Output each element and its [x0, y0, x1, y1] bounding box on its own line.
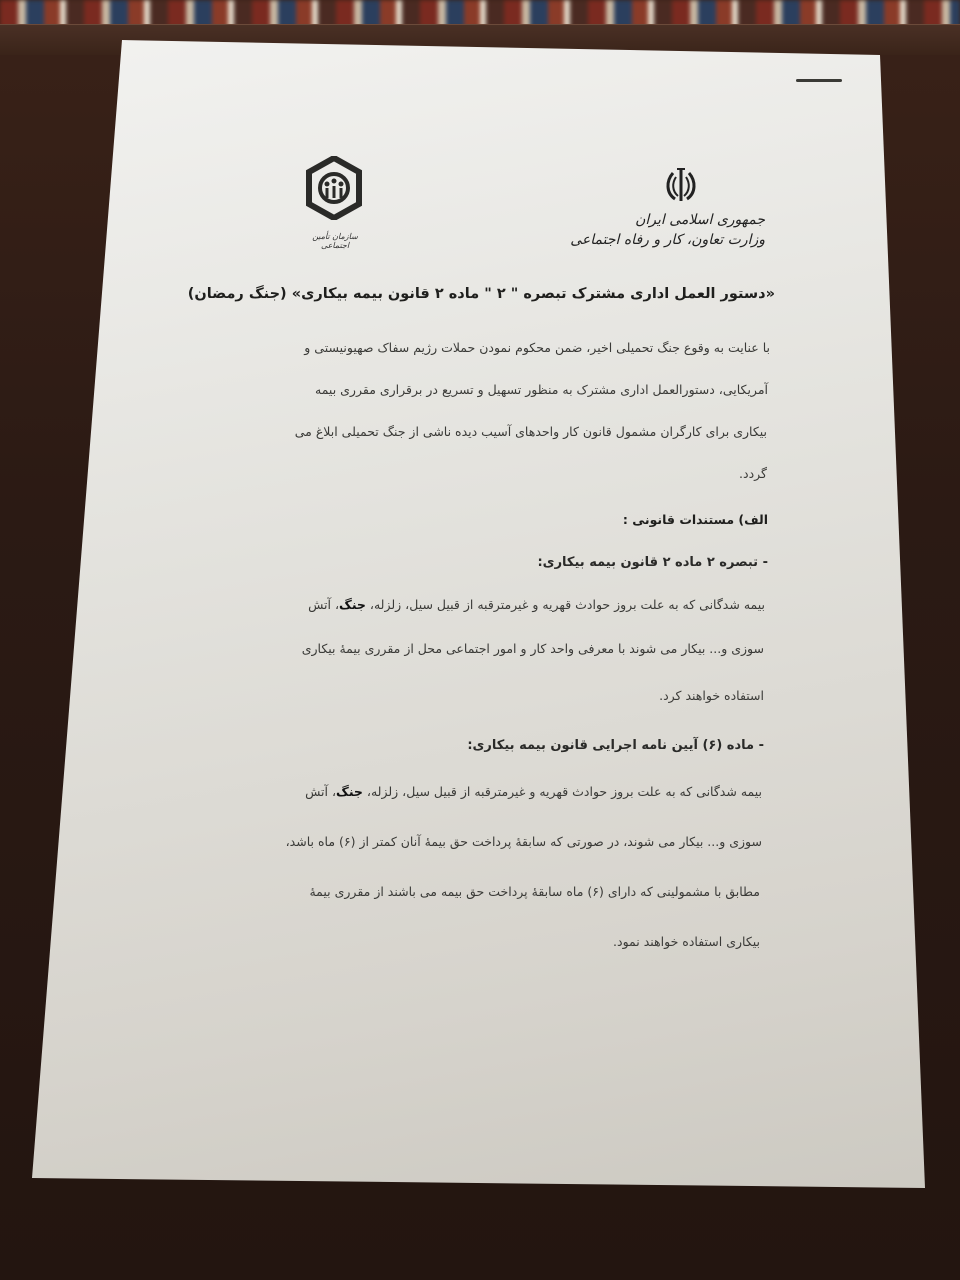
ministry-line2: وزارت تعاون، کار و رفاه اجتماعی	[570, 232, 765, 248]
item1-heading: - تبصره ۲ ماده ۲ قانون بیمه بیکاری:	[537, 555, 768, 570]
item2-line-4: بیکاری استفاده خواهند نمود.	[613, 934, 760, 949]
item2-heading: - ماده (۶) آیین نامه اجرایی قانون بیمه بیکاری:	[467, 738, 764, 753]
logo-caption: سازمان تأمین اجتماعی	[312, 232, 358, 250]
item2-line-3: مطابق با مشمولینی که دارای (۶) ماه سابقهٔ پرداخت حق بیمه می باشند از مقرری بیمهٔ	[309, 884, 760, 899]
iran-emblem-icon	[660, 165, 702, 207]
ministry-line1: جمهوری اسلامی ایران	[635, 212, 765, 228]
social-security-logo-icon	[305, 156, 363, 220]
item2-line-2: سوزی و... بیکار می شوند، در صورتی که سابقهٔ پرداخت حق بیمهٔ آنان کمتر از (۶) ماه باشد،	[285, 834, 762, 849]
intro-line-1: با عنایت به وقوع جنگ تحمیلی اخیر، ضمن محکوم نمودن حملات رژیم سفاک صهیونیستی و	[304, 340, 770, 355]
intro-line-2: آمریکایی، دستورالعمل اداری مشترک به منظور تسهیل و تسریع در برقراری مقرری بیمه	[315, 382, 768, 397]
item2-line-1: بیمه شدگانی که به علت بروز حوادث قهریه و غیرمترقبه از قبیل سیل، زلزله، جنگ، آتش	[305, 784, 762, 799]
item1-line-1: بیمه شدگانی که به علت بروز حوادث قهریه و غیرمترقبه از قبیل سیل، زلزله، جنگ، آتش	[308, 597, 765, 612]
ministry-header	[570, 210, 765, 250]
item1-line-3: استفاده خواهند کرد.	[659, 688, 764, 703]
intro-line-3: بیکاری برای کارگران مشمول قانون کار واحدهای آسیب دیده ناشی از جنگ تحمیلی ابلاغ می	[294, 424, 767, 439]
intro-line-4: گردد.	[739, 466, 767, 481]
document-title: «دستور العمل اداری مشترک تبصره " ۲ " ماده ۲ قانون بیمه بیکاری» (جنگ رمضان)	[187, 286, 775, 302]
war-keyword: جنگ	[336, 784, 363, 799]
item1-line-2: سوزی و... بیکار می شوند با معرفی واحد کار و امور اجتماعی محل از مقرری بیمهٔ بیکاری	[301, 641, 764, 656]
section-a-heading: الف) مستندات قانونی :	[622, 512, 768, 527]
war-keyword: جنگ	[339, 597, 366, 612]
